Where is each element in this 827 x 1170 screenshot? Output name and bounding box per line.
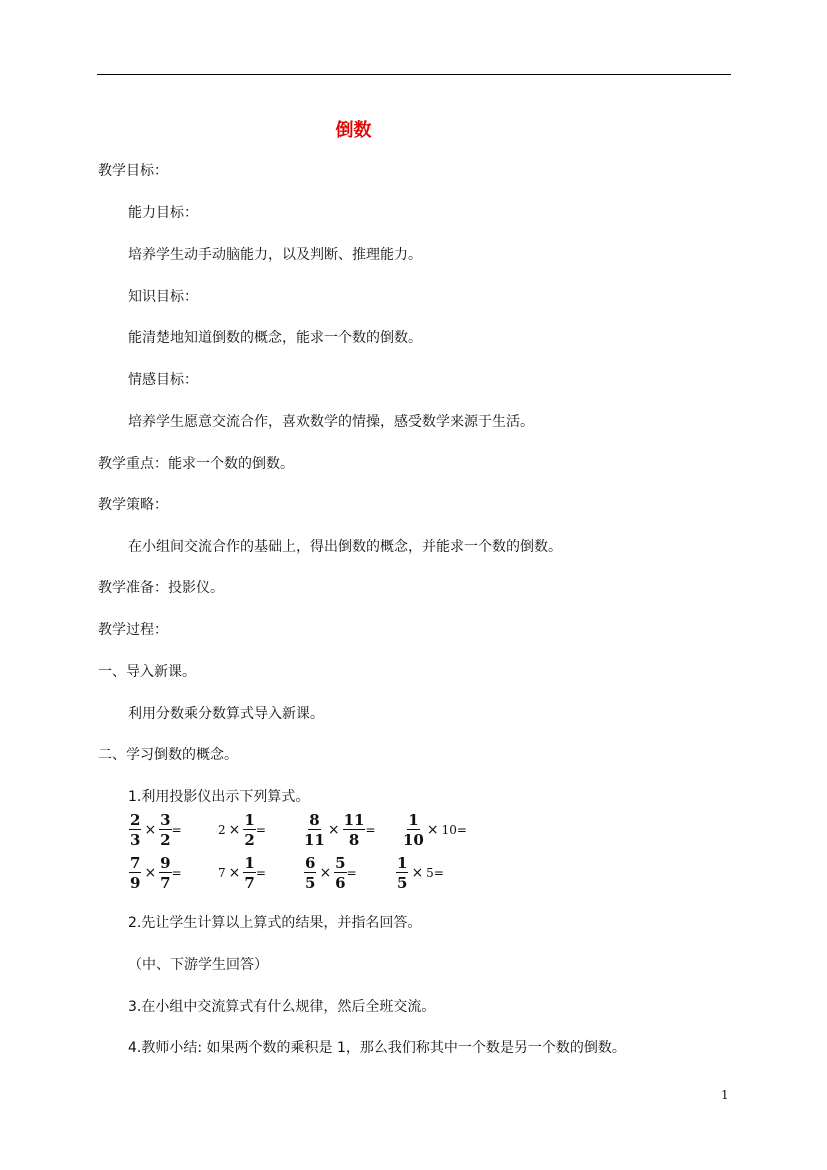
math-expression: $\frac{2}{3}$ × $\frac{3}{2}$ = [130, 811, 182, 849]
math-expression: $\frac{8}{11}$ × $\frac{11}{8}$ = [304, 811, 376, 849]
fraction: $\frac{1}{7}$ [244, 854, 255, 892]
text-line: 教学目标： [98, 163, 168, 179]
fraction: $\frac{6}{5}$ [305, 854, 316, 892]
text-line: 教学重点：能求一个数的倒数。 [98, 456, 294, 472]
fraction: $\frac{9}{7}$ [160, 854, 171, 892]
text-line: 一、导入新课。 [98, 664, 196, 680]
text-line: 培养学生愿意交流合作，喜欢数学的情操，感受数学来源于生活。 [128, 414, 534, 430]
header-rule [97, 74, 731, 75]
text-line: 4.教师小结: 如果两个数的乘积是 1，那么我们称其中一个数是另一个数的倒数。 [128, 1040, 626, 1056]
text-line: （中、下游学生回答） [128, 957, 268, 973]
fraction: $\frac{2}{3}$ [130, 811, 141, 849]
math-expression: 2 × $\frac{1}{2}$ = [218, 811, 266, 849]
text-line: 1.利用投影仪出示下列算式。 [128, 789, 310, 805]
fraction: $\frac{3}{2}$ [160, 811, 171, 849]
text-line: 教学过程： [98, 622, 168, 638]
math-expression: $\frac{1}{10}$ × 10 = [403, 811, 467, 849]
fraction: $\frac{11}{8}$ [343, 811, 365, 849]
text-line: 能清楚地知道倒数的概念，能求一个数的倒数。 [128, 330, 422, 346]
text-line: 二、学习倒数的概念。 [98, 747, 238, 763]
math-expression: $\frac{1}{5}$ × 5 = [397, 854, 444, 892]
text-line: 教学策略： [98, 497, 168, 513]
fraction: $\frac{7}{9}$ [130, 854, 141, 892]
text-line: 在小组间交流合作的基础上，得出倒数的概念，并能求一个数的倒数。 [128, 539, 562, 555]
text-line: 培养学生动手动脑能力，以及判断、推理能力。 [128, 247, 422, 263]
page-title: 倒数 [335, 120, 372, 141]
text-line: 2.先让学生计算以上算式的结果，并指名回答。 [128, 915, 422, 931]
math-expression: $\frac{6}{5}$ × $\frac{5}{6}$ = [305, 854, 357, 892]
math-expression: $\frac{7}{9}$ × $\frac{9}{7}$ = [130, 854, 182, 892]
page-number: 1 [721, 1088, 729, 1102]
text-line: 利用分数乘分数算式导入新课。 [128, 706, 324, 722]
text-line: 知识目标： [128, 289, 198, 305]
fraction: $\frac{8}{11}$ [304, 811, 325, 849]
fraction: $\frac{5}{6}$ [335, 854, 346, 892]
text-line: 能力目标： [128, 205, 198, 221]
fraction: $\frac{1}{10}$ [403, 811, 424, 849]
text-line: 教学准备：投影仪。 [98, 580, 224, 596]
fraction: $\frac{1}{2}$ [244, 811, 255, 849]
math-expression: 7 × $\frac{1}{7}$ = [218, 854, 266, 892]
text-line: 3.在小组中交流算式有什么规律，然后全班交流。 [128, 999, 436, 1015]
fraction: $\frac{1}{5}$ [397, 854, 408, 892]
text-line: 情感目标： [128, 372, 198, 388]
